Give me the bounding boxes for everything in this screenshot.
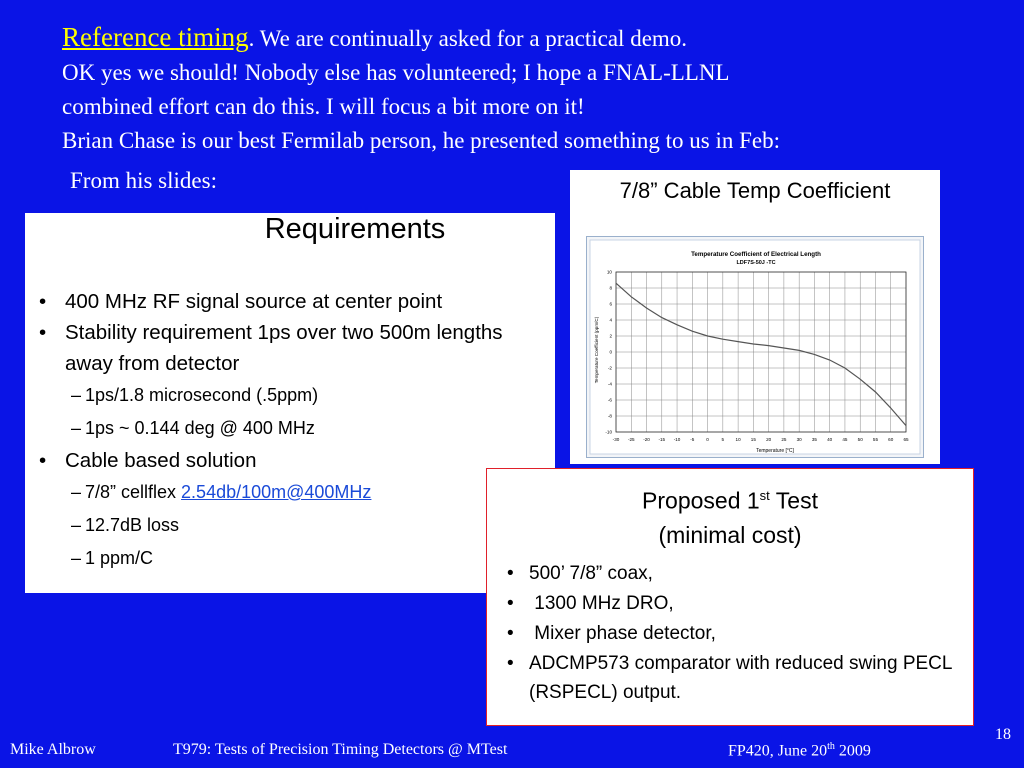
intro-text — [62, 20, 1012, 158]
intro-line-4: Brian Chase is our best Fermilab person, he presented something to us in Feb: — [62, 128, 780, 153]
requirements-list — [37, 286, 552, 575]
x-tick-label: -25 — [627, 437, 635, 442]
x-tick-label: 45 — [842, 437, 848, 442]
intro-line-1-rest: . We are continually asked for a practical demo. — [248, 26, 688, 51]
chart-title: Temperature Coefficient of Electrical Length — [691, 251, 821, 258]
list-subitem — [37, 476, 552, 509]
list-item-text: Mixer phase detector, — [534, 623, 716, 644]
y-tick-label: -10 — [605, 429, 612, 435]
requirements-panel — [25, 213, 555, 593]
footer-event — [728, 741, 871, 760]
list-item-text: 7/8” cellflex — [85, 482, 182, 502]
dash-icon: – — [71, 515, 82, 535]
dash-icon: – — [71, 482, 82, 502]
chart-subtitle: LDF7S-50J -TC — [736, 260, 776, 266]
requirements-title: Requirements — [264, 213, 446, 245]
list-item-text: 1 ppm/C — [85, 548, 154, 568]
x-tick-label: 60 — [888, 437, 894, 442]
footer-talk-title: T979: Tests of Precision Timing Detectors @ MTest — [173, 741, 508, 758]
list-item-text: Cable based solution — [65, 449, 257, 472]
list-item — [505, 589, 967, 618]
temp-coefficient-chart — [586, 236, 924, 458]
dash-icon: – — [71, 385, 82, 405]
slide-number: 18 — [995, 726, 1011, 743]
x-tick-label: -10 — [673, 437, 681, 442]
list-item — [37, 445, 552, 476]
list-item-text: 1300 MHz DRO, — [534, 593, 674, 614]
intro-line-2: OK yes we should! Nobody else has volunteered; I hope a FNAL-LLNL — [62, 60, 730, 85]
x-tick-label: 40 — [827, 437, 833, 442]
x-tick-label: -15 — [658, 437, 666, 442]
y-tick-label: 4 — [609, 317, 612, 323]
list-item — [505, 559, 967, 588]
list-item-text: 1ps/1.8 microsecond (.5ppm) — [85, 385, 319, 405]
x-tick-label: -30 — [612, 437, 620, 442]
list-item-text: 12.7dB loss — [85, 515, 180, 535]
x-tick-label: 55 — [872, 437, 879, 442]
footer-event-prefix: FP420, June 20 — [728, 742, 828, 760]
list-item-text: 1ps ~ 0.144 deg @ 400 MHz — [85, 418, 315, 438]
bullet-icon: • — [507, 593, 514, 614]
y-axis-label: Temperature Coefficient (ppm/C) — [594, 316, 599, 384]
x-tick-label: 25 — [781, 437, 787, 442]
list-item-text: Stability requirement 1ps over two 500m lengths away from detector — [65, 321, 503, 375]
x-tick-label: 0 — [706, 437, 709, 442]
list-item-text: ADCMP573 comparator with reduced swing PECL (RSPECL) output. — [529, 653, 952, 703]
list-subitem — [37, 542, 552, 575]
title-end: Test — [769, 487, 818, 514]
bullet-icon: • — [39, 290, 47, 313]
reference-timing-link[interactable]: Reference timing — [62, 22, 249, 52]
y-tick-label: -8 — [607, 413, 612, 419]
list-item — [37, 317, 552, 379]
x-tick-label: 50 — [857, 437, 863, 442]
intro-line-1 — [62, 20, 1012, 56]
x-tick-label: 15 — [750, 437, 756, 442]
proposed-test-subtitle: (minimal cost) — [658, 521, 802, 548]
list-item-text: 500’ 7/8” coax, — [529, 563, 653, 584]
y-tick-label: 6 — [609, 301, 612, 307]
y-tick-label: -6 — [607, 397, 612, 403]
x-tick-label: 10 — [735, 437, 741, 442]
x-tick-label: 5 — [721, 437, 725, 442]
y-tick-label: 2 — [609, 333, 612, 339]
x-tick-label: -20 — [643, 437, 650, 442]
list-item — [505, 649, 967, 707]
y-tick-label: -4 — [607, 381, 612, 387]
x-tick-label: 35 — [811, 437, 817, 442]
list-item — [37, 286, 552, 317]
footer-event-suffix: 2009 — [834, 742, 871, 760]
bullet-icon: • — [39, 449, 47, 472]
list-subitem — [37, 509, 552, 542]
test-items-list — [505, 559, 967, 708]
x-tick-label: 20 — [766, 437, 772, 442]
y-tick-label: 10 — [606, 269, 612, 275]
dash-icon: – — [71, 548, 82, 568]
bullet-icon: • — [507, 623, 514, 644]
list-item-text: 400 MHz RF signal source at center point — [65, 290, 443, 313]
list-item — [505, 619, 967, 648]
bullet-icon: • — [507, 563, 514, 584]
y-tick-label: 8 — [609, 285, 612, 291]
x-tick-label: 65 — [903, 437, 909, 442]
title-superscript: st — [759, 488, 770, 503]
footer-event-superscript: th — [827, 741, 835, 752]
dash-icon: – — [71, 418, 82, 438]
cellflex-spec-link[interactable]: 2.54db/100m@400MHz — [181, 482, 372, 502]
footer-author: Mike Albrow — [10, 741, 96, 758]
from-his-slides: From his slides: — [70, 168, 217, 193]
x-tick-label: -5 — [690, 437, 695, 442]
cable-temp-title: 7/8” Cable Temp Coefficient — [619, 178, 891, 203]
cable-temp-panel — [570, 170, 940, 464]
bullet-icon: • — [507, 653, 514, 674]
intro-line-3: combined effort can do this. I will focus a bit more on it! — [62, 94, 585, 119]
x-axis-label: Temperature [°C] — [756, 448, 794, 454]
list-subitem — [37, 412, 552, 445]
bullet-icon: • — [39, 321, 47, 344]
title-main: Proposed 1 — [642, 487, 760, 514]
x-tick-label: 30 — [796, 437, 802, 442]
proposed-test-panel — [486, 468, 974, 726]
list-subitem — [37, 379, 552, 412]
proposed-test-title — [487, 479, 973, 552]
y-tick-label: -2 — [607, 365, 612, 371]
y-tick-label: 0 — [609, 349, 612, 355]
